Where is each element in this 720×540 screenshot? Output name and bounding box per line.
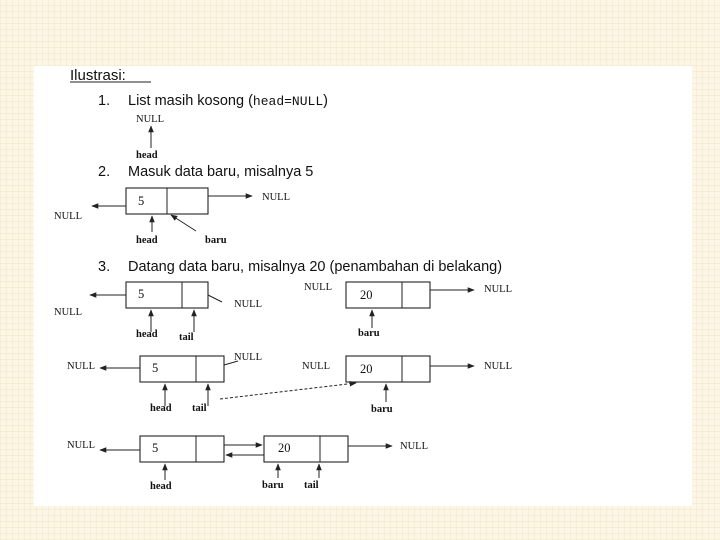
step-2-heading: Masuk data baru, misalnya 5 — [128, 164, 314, 180]
step-1 — [98, 93, 328, 161]
new-node-value: 20 — [360, 362, 373, 376]
head-label: head — [136, 329, 158, 340]
baru-label: baru — [358, 328, 380, 339]
new-node-box — [346, 356, 430, 382]
tail-label: tail — [304, 480, 319, 491]
null-right-label: NULL — [484, 361, 512, 372]
linked-list-illustration — [34, 66, 692, 506]
step-2-null-right: NULL — [262, 192, 290, 203]
next-pointer-line — [224, 361, 238, 365]
null-right-label: NULL — [484, 284, 512, 295]
null-top-label: NULL — [304, 282, 332, 293]
step-3-row-a — [54, 282, 512, 343]
step-1-text-pre: List masih kosong ( — [128, 93, 253, 109]
step-2-baru-label: baru — [205, 235, 227, 246]
step-1-number: 1. — [98, 93, 111, 109]
node-value: 5 — [138, 194, 145, 208]
null-right-label: NULL — [400, 441, 428, 452]
step-2-node — [126, 188, 208, 214]
step-1-null-label: NULL — [136, 114, 164, 125]
baru-label: baru — [371, 404, 393, 415]
new-node-box — [264, 436, 348, 462]
illustration-title: Ilustrasi: — [70, 67, 126, 84]
head-label: head — [150, 481, 172, 492]
step-2-baru-arrow — [171, 215, 196, 231]
node-value: 5 — [138, 287, 145, 301]
step-1-text-post: ) — [323, 93, 328, 109]
link-dashed-arrow — [220, 383, 356, 399]
step-2-head-label: head — [136, 235, 158, 246]
step-3-row-c — [67, 436, 428, 492]
null-left-label: NULL — [67, 440, 95, 451]
new-node-value: 20 — [278, 441, 291, 455]
step-1-heading — [128, 93, 328, 109]
node-value: 5 — [152, 361, 159, 375]
new-node-value: 20 — [360, 288, 373, 302]
node-value: 5 — [152, 441, 159, 455]
step-2-null-left: NULL — [54, 211, 82, 222]
next-pointer-line — [208, 295, 222, 302]
step-3-row-b — [67, 352, 512, 415]
head-label: head — [150, 403, 172, 414]
tail-label: tail — [192, 403, 207, 414]
null-mid-label: NULL — [302, 361, 330, 372]
null-top-label: NULL — [234, 352, 262, 363]
step-3-heading: Datang data baru, misalnya 20 (penambahan di belakang) — [128, 259, 503, 275]
step-2-number: 2. — [98, 164, 111, 180]
step-1-head-label: head — [136, 150, 158, 161]
null-left-label: NULL — [67, 361, 95, 372]
step-1-code: head=NULL — [252, 94, 324, 109]
null-left-label: NULL — [54, 307, 82, 318]
null-mid-label: NULL — [234, 299, 262, 310]
slide-panel — [34, 66, 692, 506]
step-2 — [54, 164, 313, 246]
baru-label: baru — [262, 480, 284, 491]
new-node-box — [346, 282, 430, 308]
step-3-number: 3. — [98, 259, 111, 275]
tail-label: tail — [179, 332, 194, 343]
step-3 — [54, 259, 512, 492]
